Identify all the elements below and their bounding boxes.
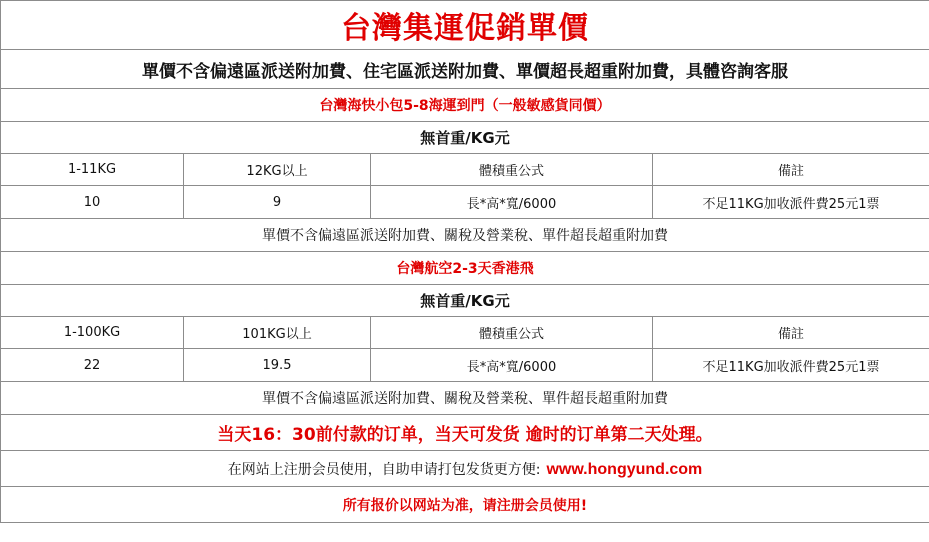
section-2-remarks: 不足11KG加收派件費25元1票 [653,349,929,382]
section-1-pricing-note-row [1,122,929,154]
section-2-footnote: 單價不含偏遠區派送附加費、關稅及營業稅、單件超長超重附加費 [1,382,929,415]
subtitle [1,50,929,89]
cutoff-notice [1,415,929,451]
page-title [1,1,929,50]
final-notice-text: 所有报价以网站为准，请注册会员使用! [342,497,588,514]
section-2-header-formula: 體積重公式 [371,317,653,349]
section-1-header-weight-high: 12KG以上 [184,154,371,186]
section-2-header-row [1,317,929,349]
section-2-pricing-note [1,285,929,317]
final-notice [1,487,929,523]
section-2-header-weight-low: 1-100KG [1,317,184,349]
subtitle-text: 單價不含偏遠區派送附加費、住宅區派送附加費、單價超長超重附加費，具體咨詢客服 [142,61,788,82]
section-2-price-low: 22 [1,349,184,382]
section-2-name-text: 台灣航空2-3天香港飛 [396,261,534,277]
section-1-header-row [1,154,929,186]
cutoff-notice-row [1,415,929,451]
section-1-price-high: 9 [184,186,371,219]
section-2-name [1,252,929,285]
section-2-pricing-note-text: 無首重/KG元 [420,292,510,310]
section-2-value-row [1,349,929,382]
section-1-formula: 長*高*寬/6000 [371,186,653,219]
section-2-formula: 長*高*寬/6000 [371,349,653,382]
section-2-price-high: 19.5 [184,349,371,382]
final-notice-row [1,487,929,523]
section-2-name-row [1,252,929,285]
section-1-header-weight-low: 1-11KG [1,154,184,186]
section-1-header-formula: 體積重公式 [371,154,653,186]
website-link[interactable]: www.hongyund.com [546,460,703,478]
section-1-header-remarks: 備註 [653,154,929,186]
page-title-text: 台灣集運促銷單價 [341,11,589,46]
section-1-name-text: 台灣海快小包5-8海運到門（一般敏感貨同價） [319,98,611,114]
section-1-value-row [1,186,929,219]
website-notice-text: 在网站上注册会员使用，自助申请打包发货更方便: [227,461,541,478]
section-1-pricing-note [1,122,929,154]
section-2-pricing-note-row [1,285,929,317]
title-row [1,1,929,50]
section-2-header-weight-high: 101KG以上 [184,317,371,349]
subtitle-row [1,50,929,89]
section-1-name-row [1,89,929,122]
section-2-header-remarks: 備註 [653,317,929,349]
section-1-price-low: 10 [1,186,184,219]
section-1-footnote-row [1,219,929,252]
section-1-remarks: 不足11KG加收派件費25元1票 [653,186,929,219]
section-1-footnote: 單價不含偏遠區派送附加費、關稅及營業稅、單件超長超重附加費 [1,219,929,252]
website-notice [1,451,929,487]
section-1-pricing-note-text: 無首重/KG元 [420,129,510,147]
cutoff-notice-text: 当天16：30前付款的订单，当天可发货 逾时的订单第二天处理。 [217,425,713,445]
website-row [1,451,929,487]
section-2-footnote-row [1,382,929,415]
section-1-name [1,89,929,122]
